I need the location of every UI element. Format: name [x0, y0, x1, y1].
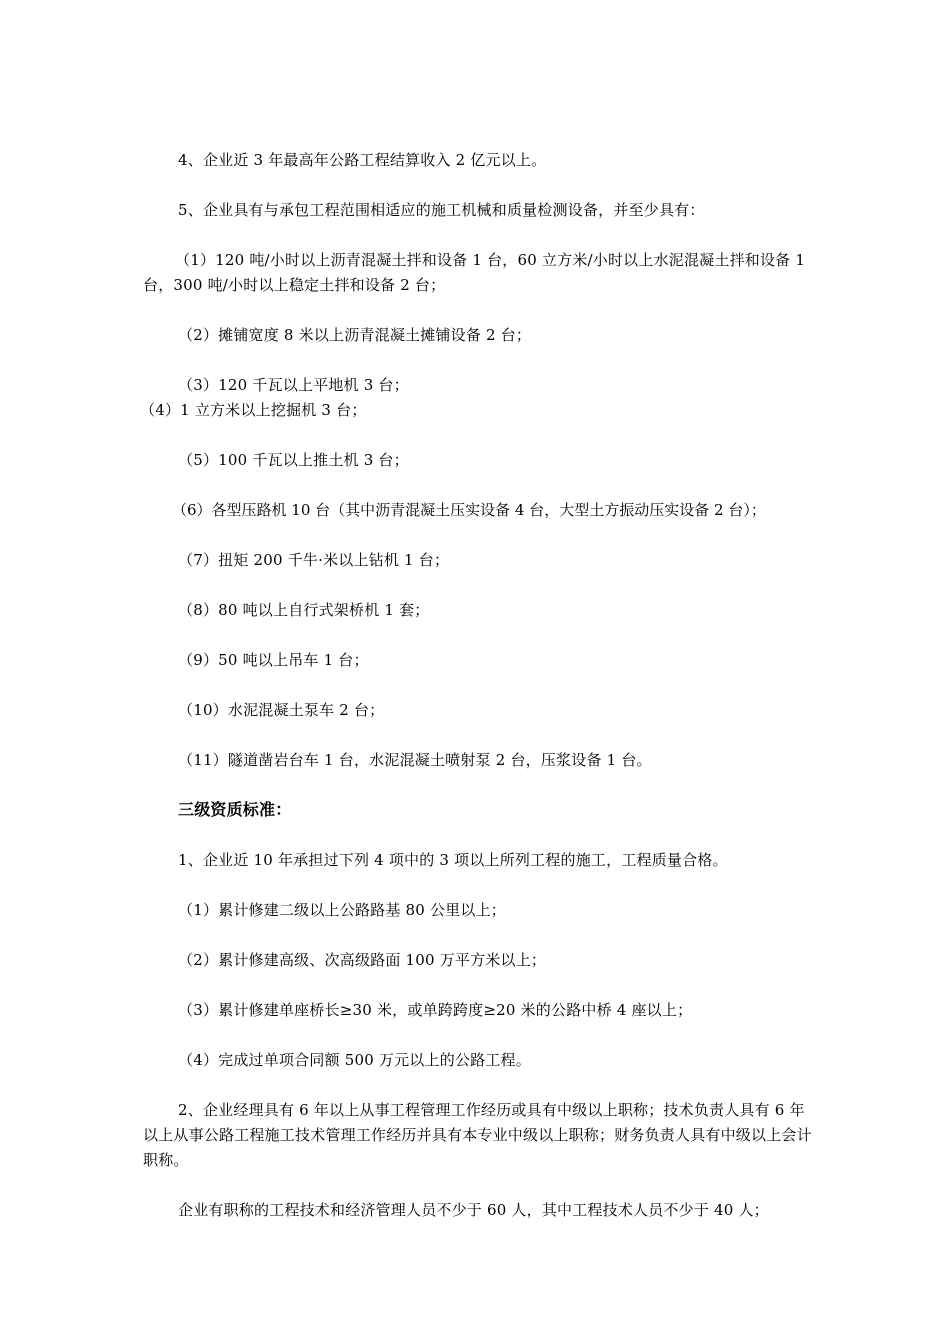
equipment-item-6: （6）各型压路机 10 台（其中沥青混凝土压实设备 4 台，大型土方振动压实设备 2 台）； [172, 501, 766, 519]
equipment-item-8: （8）80 吨以上自行式架桥机 1 套； [178, 601, 430, 619]
equipment-item-9: （9）50 吨以上吊车 1 台； [178, 651, 369, 669]
equipment-item-1: （1）120 吨/小时以上沥青混凝土拌和设备 1 台，60 立方米/小时以上水泥混凝土拌和设备 1 台，300 吨/小时以上稳定土拌和设备 2 台； [143, 251, 806, 294]
equipment-item-3: （3）120 千瓦以上平地机 3 台； [178, 376, 409, 394]
project-item-1: （1）累计修建二级以上公路路基 80 公里以上； [178, 901, 506, 919]
equipment-item-11: （11）隧道凿岩台车 1 台，水泥混凝土喷射泵 2 台，压浆设备 1 台。 [178, 751, 652, 769]
paragraph-item-5: 5、企业具有与承包工程范围相适应的施工机械和质量检测设备，并至少具有： [178, 201, 705, 219]
paragraph-item-4: 4、企业近 3 年最高年公路工程结算收入 2 亿元以上。 [178, 151, 547, 169]
equipment-item-5: （5）100 千瓦以上推土机 3 台； [178, 451, 409, 469]
project-item-2: （2）累计修建高级、次高级路面 100 万平方米以上； [178, 951, 547, 969]
paragraph-staff: 企业有职称的工程技术和经济管理人员不少于 60 人，其中工程技术人员不少于 40 人； [178, 1201, 769, 1219]
project-item-3: （3）累计修建单座桥长≥30 米，或单跨跨度≥20 米的公路中桥 4 座以上； [178, 1001, 693, 1019]
equipment-item-4: （4）1 立方米以上挖掘机 3 台； [140, 401, 367, 419]
equipment-item-2: （2）摊铺宽度 8 米以上沥青混凝土摊铺设备 2 台； [178, 326, 532, 344]
equipment-item-7: （7）扭矩 200 千牛·米以上钻机 1 台； [178, 551, 450, 569]
paragraph-item-2: 2、企业经理具有 6 年以上从事工程管理工作经历或具有中级以上职称；技术负责人具有 6 年以上从事公路工程施工技术管理工作经历并具有本专业中级以上职称；财务负责人具有中级以上会计职称。 [143, 1101, 812, 1169]
section-heading-grade-3: 三级资质标准： [178, 800, 292, 819]
project-item-4: （4）完成过单项合同额 500 万元以上的公路工程。 [178, 1051, 531, 1069]
equipment-item-10: （10）水泥混凝土泵车 2 台； [178, 701, 385, 719]
paragraph-item-1: 1、企业近 10 年承担过下列 4 项中的 3 项以上所列工程的施工，工程质量合格。 [178, 851, 728, 869]
